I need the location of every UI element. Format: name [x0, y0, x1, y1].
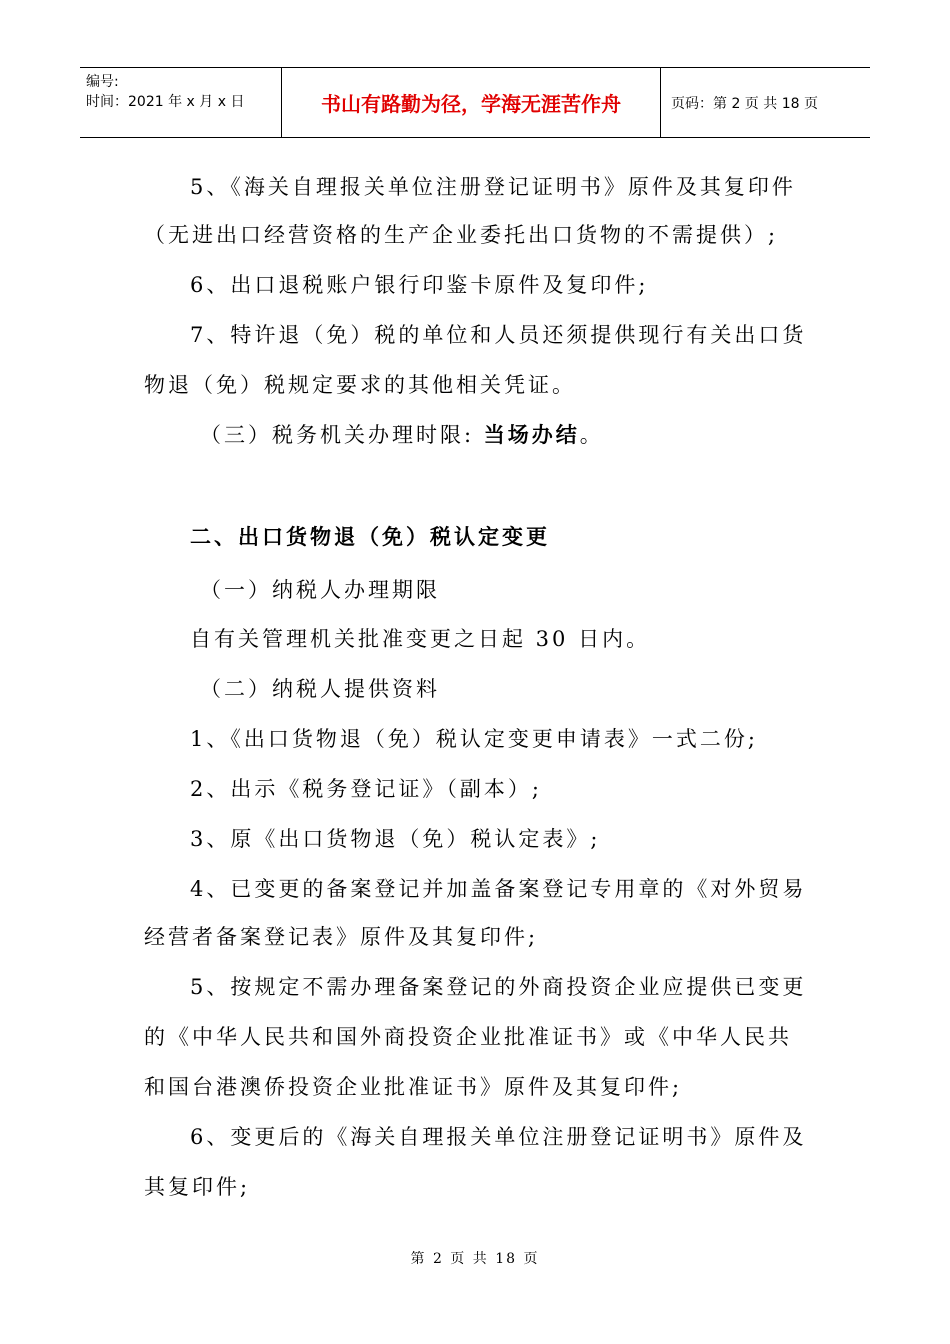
body-line: （一）纳税人办理期限 [200, 578, 440, 602]
processing-time-value: 当场办结 [483, 423, 580, 447]
processing-time-label: （三）税务机关办理时限: [200, 423, 484, 447]
number-label: 编号: [86, 74, 119, 90]
body-line: 6、变更后的《海关自理报关单位注册登记证明书》原件及 [190, 1125, 807, 1149]
body-line: 6、出口退税账户银行印鉴卡原件及复印件; [190, 273, 649, 297]
body-line: 5、《海关自理报关单位注册登记证明书》原件及其复印件 [190, 175, 796, 199]
body-line: 2、出示《税务登记证》（副本）; [190, 777, 542, 801]
body-line: 物退（免）税规定要求的其他相关凭证。 [144, 373, 576, 397]
body-line: 7、特许退（免）税的单位和人员还须提供现行有关出口货 [190, 323, 807, 347]
section-heading: 二、出口货物退（免）税认定变更 [190, 525, 550, 549]
body-line: （无进出口经营资格的生产企业委托出口货物的不需提供）; [144, 223, 779, 247]
body-line: 和国台港澳侨投资企业批准证书》原件及其复印件; [144, 1075, 683, 1099]
body-line: （二）纳税人提供资料 [200, 677, 440, 701]
body-line: 自有关管理机关批准变更之日起 30 日内。 [190, 627, 651, 651]
body-line: 其复印件; [144, 1175, 251, 1199]
header-page-info: 页码：第 2 页 共 18 页 [671, 95, 818, 112]
body-line: 3、原《出口货物退（免）税认定表》; [190, 827, 601, 851]
header-motto: 书山有路勤为径，学海无涯苦作舟 [282, 68, 661, 137]
body-line: 5、按规定不需办理备案登记的外商投资企业应提供已变更 [190, 975, 807, 999]
body-line: 4、已变更的备案登记并加盖备案登记专用章的《对外贸易 [190, 877, 807, 901]
date-label: 时间：2021 年 x 月 x 日 [86, 94, 245, 110]
page-footer: 第 2 页 共 18 页 [410, 1251, 540, 1267]
processing-time-line [200, 420, 604, 450]
header-meta [80, 68, 282, 137]
body-line: 经营者备案登记表》原件及其复印件; [144, 925, 539, 949]
body-line: 的《中华人民共和国外商投资企业批准证书》或《中华人民共 [144, 1025, 792, 1049]
processing-time-suffix: 。 [579, 423, 604, 447]
document-header [80, 67, 870, 138]
body-line: 1、《出口货物退（免）税认定变更申请表》一式二份; [190, 727, 758, 751]
